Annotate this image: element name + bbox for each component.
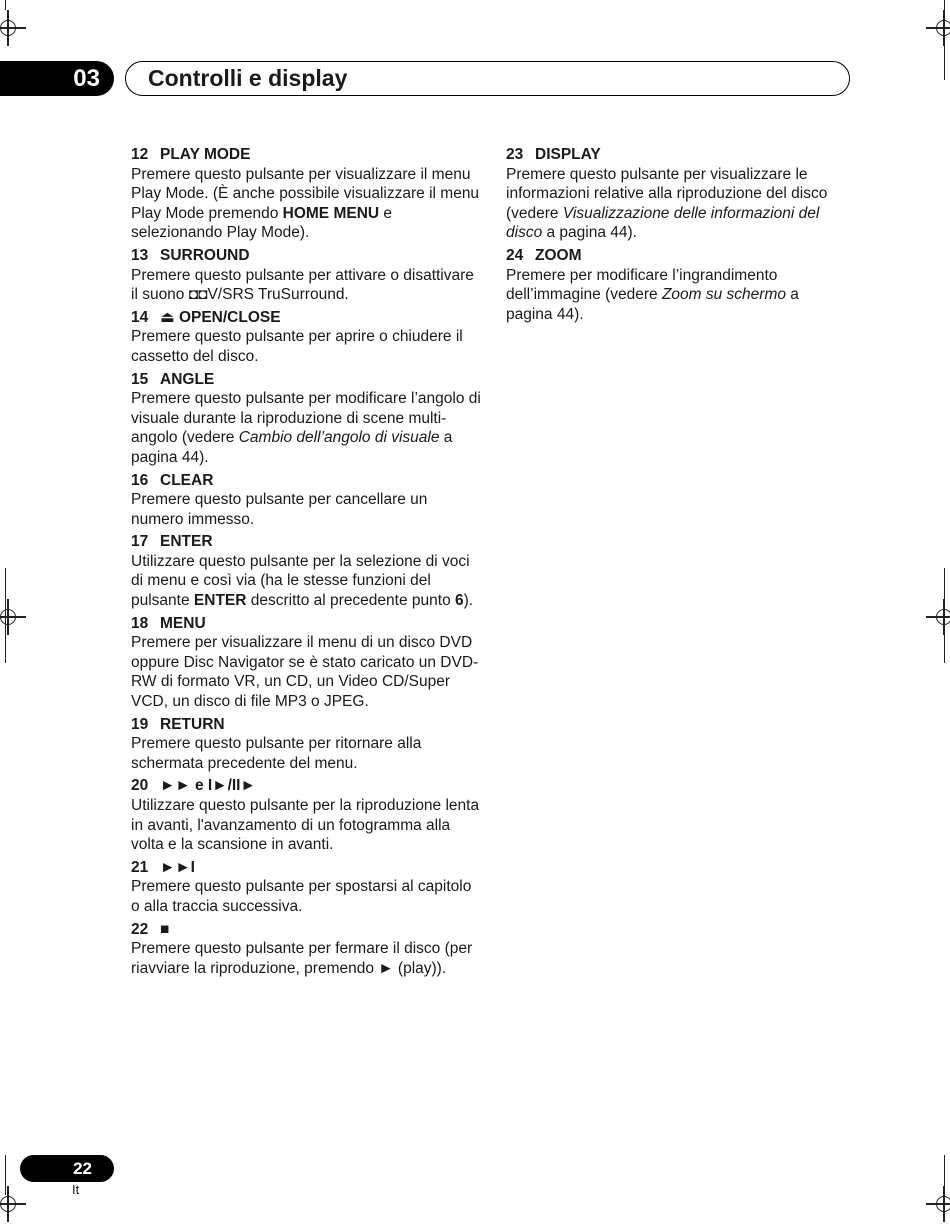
- chapter-title-box: [125, 61, 850, 96]
- entry-label: ANGLE: [160, 370, 215, 388]
- entry-number: 15: [131, 370, 149, 388]
- description-segment: Premere questo pulsante per fermare il disco (per riavviare la riproduzione, premendo ► (play)).: [131, 940, 473, 977]
- page-number-badge: 22: [20, 1155, 114, 1182]
- entry-description: [131, 266, 481, 305]
- entry-title: [131, 614, 481, 634]
- description-segment: Utilizzare questo pulsante per la riproduzione lenta in avanti, l'avanzamento di un fotogramma alla volta e la scansione in avanti.: [131, 797, 480, 854]
- description-segment: Zoom su schermo: [661, 286, 786, 304]
- entry-label: DISPLAY: [535, 146, 601, 163]
- entry-title: [506, 246, 846, 266]
- entry-description: [506, 165, 846, 243]
- right-column: [506, 143, 846, 327]
- entry-18: [131, 614, 481, 712]
- entry-number: 22: [131, 920, 149, 938]
- entry-24: [506, 246, 846, 324]
- registration-mark-mid-right: [932, 605, 950, 629]
- description-segment: ENTER: [193, 592, 247, 610]
- trim-line-right-top: [944, 0, 945, 80]
- entry-13: [131, 246, 481, 305]
- entry-label: ►►I: [160, 858, 195, 876]
- registration-mark-bottom-left: [0, 1192, 20, 1216]
- entry-label: ⏏ OPEN/CLOSE: [160, 308, 281, 326]
- entry-17: [131, 532, 481, 610]
- entry-number: 16: [131, 471, 149, 489]
- entry-description: [506, 266, 846, 325]
- entry-label: ZOOM: [535, 246, 582, 264]
- description-segment: a pagina 44).: [506, 286, 799, 323]
- description-segment: a pagina 44).: [542, 224, 637, 242]
- entry-description: [131, 877, 481, 916]
- description-segment: Cambio dell’angolo di visuale: [238, 429, 440, 447]
- entry-number: 21: [131, 858, 149, 876]
- entry-title: [131, 145, 481, 165]
- entry-description: [131, 939, 481, 978]
- description-segment: e selezionando Play Mode).: [131, 204, 393, 242]
- entry-description: [131, 165, 481, 243]
- entry-label: ■: [160, 920, 170, 938]
- entry-description: [131, 734, 481, 773]
- entry-description: [131, 389, 481, 467]
- entry-number: 17: [131, 533, 149, 551]
- description-segment: Premere questo pulsante per visualizzare le informazioni relative alla riproduzione del disco (vedere: [506, 165, 828, 222]
- entry-label: ►► e I►/II►: [160, 777, 256, 795]
- entry-title: [131, 532, 481, 552]
- entry-number: 14: [131, 308, 149, 326]
- entry-14: [131, 308, 481, 367]
- registration-mark-bottom-right: [932, 1192, 950, 1216]
- entry-description: [131, 552, 481, 611]
- description-segment: Premere questo pulsante per aprire o chiudere il cassetto del disco.: [131, 328, 463, 365]
- entry-description: [131, 327, 481, 366]
- entry-23: [506, 145, 846, 243]
- entry-number: 24: [506, 246, 524, 264]
- entry-number: 20: [131, 777, 149, 795]
- description-segment: a pagina 44).: [131, 429, 453, 466]
- description-segment: Premere questo pulsante per ritornare alla schermata precedente del menu.: [131, 735, 422, 772]
- description-segment: ).: [463, 592, 474, 610]
- chapter-number-badge: 03: [0, 61, 114, 96]
- entry-16: [131, 471, 481, 530]
- entry-title: [131, 471, 481, 491]
- entry-number: 13: [131, 246, 149, 264]
- description-segment: descritto al precedente punto: [246, 592, 455, 610]
- description-segment: Premere questo pulsante per spostarsi al capitolo o alla traccia successiva.: [131, 878, 472, 915]
- trim-line-right-bottom: [944, 1155, 945, 1195]
- trim-line-left-bottom: [5, 1155, 6, 1195]
- entry-15: [131, 370, 481, 468]
- entry-label: MENU: [160, 614, 206, 632]
- entry-label: PLAY MODE: [160, 146, 251, 163]
- description-segment: 6: [455, 592, 464, 610]
- description-segment: Premere per modificare l’ingrandimento dell’immagine (vedere: [506, 266, 778, 304]
- description-segment: Premere questo pulsante per attivare o disattivare il suono ◘◘V/SRS TruSurround.: [131, 266, 474, 304]
- chapter-title: Controlli e display: [148, 65, 348, 91]
- entry-label: SURROUND: [160, 246, 250, 264]
- entry-description: [131, 633, 481, 711]
- entry-title: [131, 308, 481, 328]
- entry-title: [506, 145, 846, 165]
- registration-mark-top-right: [932, 16, 950, 40]
- trim-line-left-top: [5, 0, 6, 10]
- description-segment: Premere questo pulsante per cancellare un numero immesso.: [131, 491, 428, 528]
- entry-title: [131, 370, 481, 390]
- entry-label: RETURN: [160, 715, 225, 733]
- entry-label: ENTER: [160, 533, 213, 551]
- registration-mark-mid-left: [0, 605, 20, 629]
- left-column: [131, 143, 481, 981]
- entry-title: [131, 776, 481, 796]
- description-segment: Visualizzazione delle informazioni del disco: [506, 204, 820, 242]
- entry-title: [131, 246, 481, 266]
- entry-label: CLEAR: [160, 471, 214, 489]
- entry-description: [131, 490, 481, 529]
- entry-number: 18: [131, 614, 149, 632]
- entry-number: 23: [506, 146, 524, 163]
- entry-number: 19: [131, 715, 149, 733]
- entry-19: [131, 715, 481, 774]
- description-segment: Premere per visualizzare il menu di un disco DVD oppure Disc Navigator se è stato caricato un DVD-RW di formato VR, un CD, un Video CD/Super VCD, un disco di file MP3 o JPEG.: [131, 634, 479, 711]
- entry-12: [131, 145, 481, 243]
- entry-title: [131, 920, 481, 940]
- trim-line-left-mid: [5, 568, 6, 663]
- description-segment: Premere questo pulsante per modificare l’angolo di visuale durante la riproduzione di scene multi-angolo (vedere: [131, 390, 481, 447]
- trim-line-right-mid: [944, 568, 945, 663]
- entry-number: 12: [131, 146, 149, 163]
- entry-description: [131, 796, 481, 855]
- language-label: It: [72, 1182, 80, 1197]
- description-segment: Utilizzare questo pulsante per la selezione di voci di menu e così via (ha le stesse funzioni del pulsante: [131, 552, 470, 610]
- entry-21: [131, 858, 481, 917]
- entry-title: [131, 858, 481, 878]
- entry-22: [131, 920, 481, 979]
- entry-title: [131, 715, 481, 735]
- entry-20: [131, 776, 481, 854]
- description-segment: Premere questo pulsante per visualizzare il menu Play Mode. (È anche possibile visualizzare il menu Play Mode premendo: [131, 165, 480, 222]
- description-segment: HOME MENU: [282, 204, 380, 222]
- registration-mark-top-left: [0, 16, 20, 40]
